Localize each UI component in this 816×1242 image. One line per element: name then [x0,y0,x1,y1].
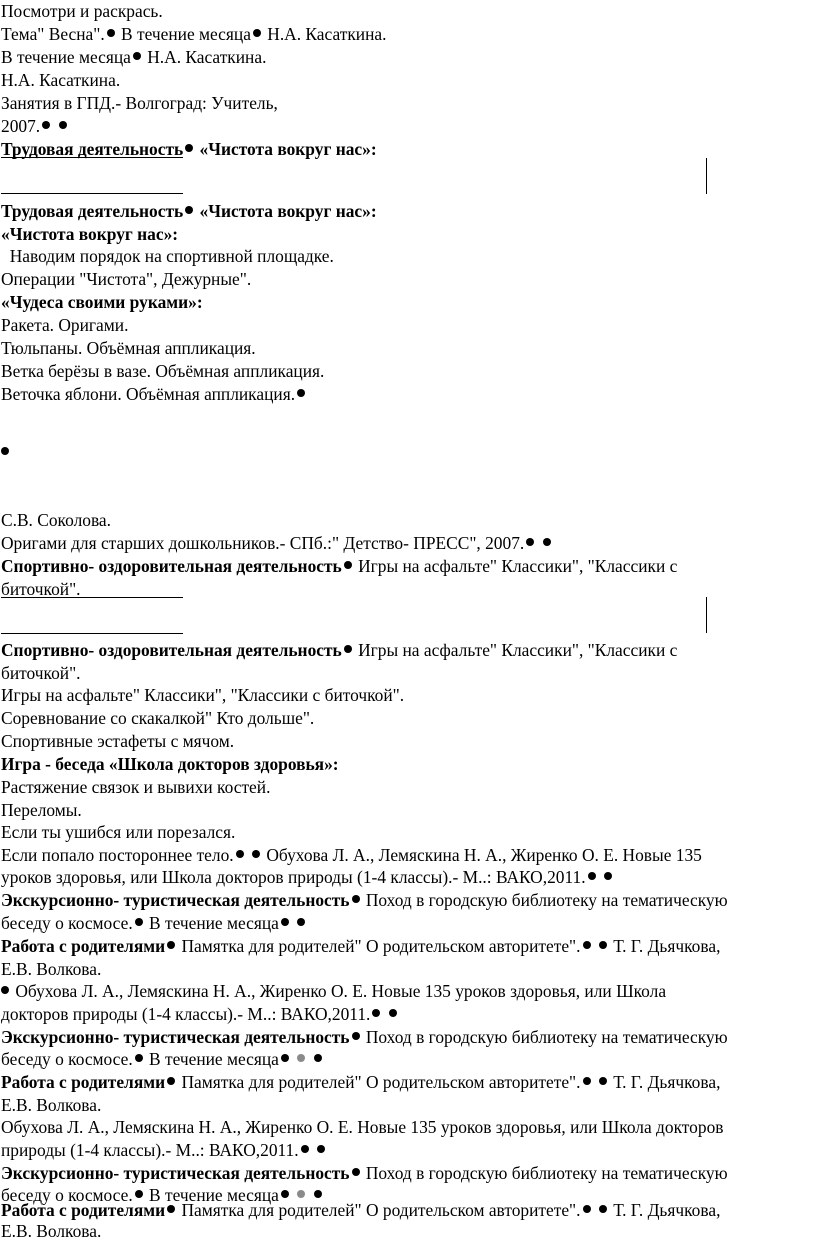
bullet-icon [352,895,360,903]
bullet-icon [236,850,244,858]
text-line: Если ты ушибся или порезался. [1,822,236,842]
bullet-icon [107,29,115,37]
section-heading: Экскурсионно- туристическая деятельность Поход в городскую библиотеку на тематическую [1,890,728,910]
bullet-icon [599,1205,607,1213]
text-line: Операции "Чистота", Дежурные". [1,269,252,289]
text-line: Спортивные эстафеты с мячом. [1,731,235,751]
bullet-icon [599,1077,607,1085]
text-line: докторов природы (1-4 классы).- М..: ВАКО,2011. [1,1004,399,1024]
bullet-icon [297,918,305,926]
horizontal-rule [1,597,183,598]
section-heading: Спортивно- оздоровительная деятельность Игры на асфальте" Классики", "Классики с [1,640,678,660]
bullet-icon [344,561,352,569]
section-heading: Работа с родителями Памятка для родителей" О родительском авторитете". Т. Г. Дьячкова, [1,1072,721,1092]
text-line: биточкой". [1,663,81,683]
subheading: «Чистота вокруг нас»: [1,224,179,244]
bullet-icon [133,52,141,60]
text-line: 2007. [1,116,69,136]
text-line: Переломы. [1,800,82,820]
vertical-bar [706,597,707,633]
subheading: Игра - беседа «Школа докторов здоровья»: [1,754,339,774]
text-line: беседу о космосе. В течение месяца [1,1185,324,1205]
text-line: Занятия в ГПД.- Волгоград: Учитель, [1,93,278,113]
bullet-icon [599,941,607,949]
bullet-icon [281,1054,289,1062]
bullet-icon [135,1054,143,1062]
bullet-icon [583,1077,591,1085]
text-line: Если попало постороннее тело. Обухова Л. А., Лемяскина Н. А., Жиренко О. Е. Новые 135 [1,845,702,865]
text-line: В течение месяца Н.А. Касаткина. [1,47,267,67]
bullet-icon [185,206,193,214]
bullet-icon [301,1145,309,1153]
text-line: Ветка берёзы в вазе. Объёмная аппликация. [1,361,325,381]
section-heading: Работа с родителями Памятка для родителей" О родительском авторитете". Т. Г. Дьячкова, [1,1200,721,1220]
horizontal-rule [1,193,183,194]
section-heading: Трудовая деятельность «Чистота вокруг нас»: [1,201,377,221]
text-line: Ракета. Оригами. [1,315,129,335]
text-line: Веточка яблони. Объёмная аппликация. [1,384,307,404]
bullet-icon [135,1190,143,1198]
bullet-icon [1,447,9,455]
subheading: «Чудеса своими руками»: [1,292,203,312]
text-line: уроков здоровья, или Школа докторов природы (1-4 классы).- М..: ВАКО,2011. [1,867,614,887]
text-line: Тюльпаны. Объёмная аппликация. [1,338,256,358]
bullet-icon [389,1009,397,1017]
bullet-icon [543,538,551,546]
bullet-icon [583,941,591,949]
text-line: биточкой". [1,579,81,599]
section-heading: Экскурсионно- туристическая деятельность Поход в городскую библиотеку на тематическую [1,1163,728,1183]
text-line: Н.А. Касаткина. [1,70,121,90]
bullet-icon [252,850,260,858]
section-heading: Работа с родителями Памятка для родителей" О родительском авторитете". Т. Г. Дьячкова, [1,936,721,956]
text-line: Обухова Л. А., Лемяскина Н. А., Жиренко О. Е. Новые 135 уроков здоровья, или Школа [1,981,666,1001]
bullet-icon [344,645,352,653]
bullet-icon [59,121,67,129]
bullet-icon [588,872,596,880]
bullet-icon [167,941,175,949]
text-line: беседу о космосе. В течение месяца [1,1049,324,1069]
bullet-icon [1,986,9,994]
bullet-icon [167,1077,175,1085]
bullet-icon [253,29,261,37]
text-line: Обухова Л. А., Лемяскина Н. А., Жиренко О. Е. Новые 135 уроков здоровья, или Школа докторов [1,1117,724,1137]
text-line: Игры на асфальте" Классики", "Классики с биточкой". [1,685,405,705]
text-line: С.В. Соколова. [1,510,111,530]
bullet-icon [297,1190,305,1198]
text-line: Растяжение связок и вывихи костей. [1,777,271,797]
bullet-icon [372,1009,380,1017]
text-line: беседу о космосе. В течение месяца [1,913,307,933]
bullet-icon [314,1054,322,1062]
text-line: Посмотри и раскрась. [1,1,163,21]
text-line: Соревнование со скакалкой" Кто дольше". [1,708,315,728]
text-line: Е.В. Волкова. [1,1095,102,1115]
bullet-icon [583,1205,591,1213]
bullet-icon [352,1168,360,1176]
bullet-icon [297,389,305,397]
text-line: Наводим порядок на спортивной площадке. [1,246,334,266]
text-line: Тема" Весна". В течение месяца Н.А. Касаткина. [1,24,387,44]
text-line: Оригами для старших дошкольников.- СПб.:" Детство- ПРЕСС", 2007. [1,533,553,553]
horizontal-rule [1,633,183,634]
text-line: Е.В. Волкова. [1,1221,102,1241]
bullet-icon [604,872,612,880]
text-line: природы (1-4 классы).- М..: ВАКО,2011. [1,1140,327,1160]
horizontal-rule [1,157,183,158]
section-heading: Спортивно- оздоровительная деятельность Игры на асфальте" Классики", "Классики с [1,556,678,576]
bullet-icon [281,918,289,926]
bullet-icon [352,1032,360,1040]
bullet-icon [185,144,193,152]
text-line [1,442,11,462]
bullet-icon [297,1054,305,1062]
vertical-bar [706,158,707,194]
bullet-icon [314,1190,322,1198]
bullet-icon [135,918,143,926]
text-line: Е.В. Волкова. [1,959,102,979]
bullet-icon [317,1145,325,1153]
bullet-icon [42,121,50,129]
bullet-icon [167,1205,175,1213]
bullet-icon [526,538,534,546]
section-heading: Экскурсионно- туристическая деятельность Поход в городскую библиотеку на тематическую [1,1027,728,1047]
section-heading: Трудовая деятельность «Чистота вокруг нас»: [1,139,377,159]
bullet-icon [281,1190,289,1198]
